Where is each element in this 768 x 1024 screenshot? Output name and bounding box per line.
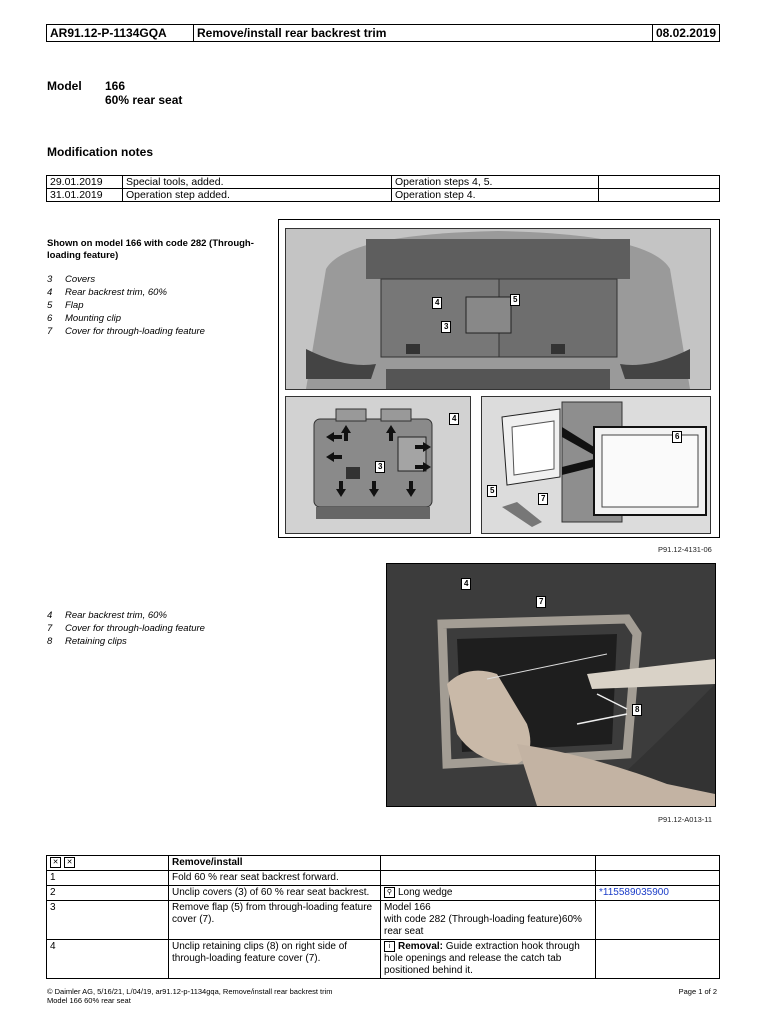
step-info bbox=[381, 871, 596, 886]
legend-item: 7 Cover for through-loading feature bbox=[47, 326, 205, 337]
step-number: 2 bbox=[47, 886, 169, 901]
step-text: Unclip retaining clips (8) on right side of through-loading feature cover (7). bbox=[169, 940, 381, 979]
figure2-ref: P91.12-A013-11 bbox=[658, 815, 713, 824]
mod-empty bbox=[599, 176, 720, 189]
rear-car-drawing bbox=[286, 229, 710, 389]
legend-item: 6 Mounting clip bbox=[47, 313, 121, 324]
callout-6: 6 bbox=[672, 431, 682, 443]
removal-text: Guide extraction hook through hole openings and release the catch tab positioned behind it. bbox=[384, 941, 580, 977]
figure2-illustration bbox=[386, 563, 716, 807]
legend-item: 8 Retaining clips bbox=[47, 636, 127, 647]
callout-4: 4 bbox=[432, 297, 442, 309]
figure2-legend bbox=[47, 609, 205, 648]
step-text: Unclip covers (3) of 60 % rear seat backrest. bbox=[169, 886, 381, 901]
mod-change: Special tools, added. bbox=[123, 176, 392, 189]
document-header bbox=[46, 24, 720, 42]
table-row bbox=[47, 940, 720, 979]
footer-copyright: © Daimler AG, 5/16/21, L/04/19, ar91.12-p-1134gqa, Remove/install rear backrest trim bbox=[47, 987, 333, 996]
mod-change: Operation step added. bbox=[123, 189, 392, 202]
callout-4: 4 bbox=[449, 413, 459, 425]
figure1-legend bbox=[47, 273, 205, 338]
table-row bbox=[47, 901, 720, 940]
callout-3: 3 bbox=[441, 321, 451, 333]
procedure-table bbox=[46, 855, 720, 979]
header-empty bbox=[596, 856, 720, 871]
tool-icon: ⚲ bbox=[384, 887, 395, 898]
tool-name: Long wedge bbox=[398, 887, 453, 899]
model-block bbox=[47, 79, 182, 107]
legend-item: 4 Rear backrest trim, 60% bbox=[47, 610, 167, 621]
step-text: Remove flap (5) from through-loading feature cover (7). bbox=[169, 901, 381, 940]
mod-date: 29.01.2019 bbox=[47, 176, 123, 189]
cover-removal-drawing bbox=[387, 564, 715, 806]
rear-car-view bbox=[285, 228, 711, 390]
flap-detail-view bbox=[481, 396, 711, 534]
legend-item: 3 Covers bbox=[47, 274, 96, 285]
footer bbox=[47, 987, 333, 1005]
table-row bbox=[47, 886, 720, 901]
document-title: Remove/install rear backrest trim bbox=[194, 25, 653, 42]
header-empty bbox=[381, 856, 596, 871]
legend-item: 4 Rear backrest trim, 60% bbox=[47, 287, 167, 298]
table-header-row bbox=[47, 856, 720, 871]
legend-item: 5 Flap bbox=[47, 300, 84, 311]
figure1-caption: Shown on model 166 with code 282 (Through-loading feature) bbox=[47, 238, 254, 261]
page-number: Page 1 of 2 bbox=[678, 987, 717, 996]
step-number: 3 bbox=[47, 901, 169, 940]
backrest-rear-view bbox=[285, 396, 471, 534]
mod-scope: Operation step 4. bbox=[392, 189, 599, 202]
step-text: Fold 60 % rear seat backrest forward. bbox=[169, 871, 381, 886]
callout-5: 5 bbox=[510, 294, 520, 306]
table-row bbox=[47, 176, 720, 189]
figure1-illustration bbox=[278, 219, 720, 538]
step-ref bbox=[596, 940, 720, 979]
install-icon: ✕ bbox=[64, 857, 75, 868]
tool-part-link[interactable]: *115589035900 bbox=[596, 886, 720, 901]
callout-5: 5 bbox=[487, 485, 497, 497]
legend-item: 7 Cover for through-loading feature bbox=[47, 623, 205, 634]
footer-model: Model 166 60% rear seat bbox=[47, 996, 131, 1005]
model-variant: 60% rear seat bbox=[105, 93, 183, 107]
document-code: AR91.12-P-1134GQA bbox=[47, 25, 194, 42]
document-date: 08.02.2019 bbox=[652, 25, 719, 42]
model-value: 166 bbox=[105, 79, 126, 93]
removal-label: Removal: bbox=[398, 941, 444, 953]
callout-3: 3 bbox=[375, 461, 385, 473]
step-ref bbox=[596, 871, 720, 886]
modification-notes-heading: Modification notes bbox=[47, 145, 153, 159]
table-row bbox=[47, 189, 720, 202]
callout-7: 7 bbox=[538, 493, 548, 505]
step-ref bbox=[596, 901, 720, 940]
model-label: Model bbox=[47, 79, 82, 93]
step-number: 1 bbox=[47, 871, 169, 886]
flap-drawing bbox=[482, 397, 710, 533]
mod-scope: Operation steps 4, 5. bbox=[392, 176, 599, 189]
mod-empty bbox=[599, 189, 720, 202]
header-label: Remove/install bbox=[169, 856, 381, 871]
table-row bbox=[47, 871, 720, 886]
info-icon: i bbox=[384, 941, 395, 952]
step-number: 4 bbox=[47, 940, 169, 979]
remove-icon: ✕ bbox=[50, 857, 61, 868]
header-icons bbox=[47, 856, 169, 871]
step-info bbox=[381, 940, 596, 979]
callout-4: 4 bbox=[461, 578, 471, 590]
modification-notes-table bbox=[46, 175, 720, 202]
mod-date: 31.01.2019 bbox=[47, 189, 123, 202]
callout-7: 7 bbox=[536, 596, 546, 608]
step-info: Model 166 with code 282 (Through-loading feature)60% rear seat bbox=[381, 901, 596, 940]
figure1-ref: P91.12-4131-06 bbox=[658, 545, 712, 554]
callout-8: 8 bbox=[632, 704, 642, 716]
step-info bbox=[381, 886, 596, 901]
